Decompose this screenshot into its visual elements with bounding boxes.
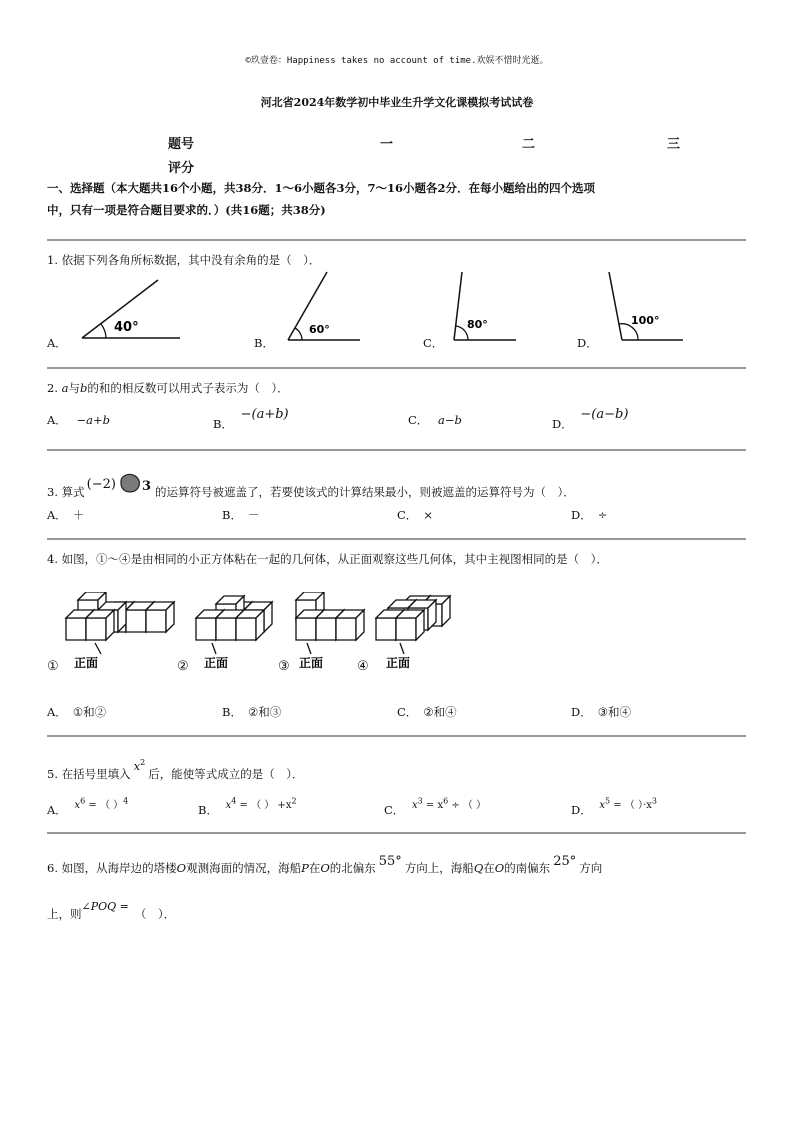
- q6-text-6: 在: [483, 861, 495, 875]
- q4-option-a: [47, 704, 106, 720]
- q3-option-b-op: －: [247, 508, 260, 522]
- q6-text-3: 在: [308, 861, 321, 875]
- q6-angle-expr: ∠POQ =: [81, 900, 129, 913]
- q6-point-p: P: [301, 861, 309, 875]
- q5-d-lhs-exp: 5: [605, 796, 611, 806]
- q3-option-b-label: B．: [222, 508, 242, 522]
- q4-option-b-label: B．: [222, 705, 242, 719]
- q5-option-a: [47, 796, 129, 818]
- q3-option-a-label: A．: [47, 508, 67, 522]
- q4-option-a-label: A．: [47, 705, 67, 719]
- q4-option-a-text: ①和②: [72, 705, 107, 719]
- q6-degree-25: 25°: [553, 854, 577, 869]
- section-line-2: 中，只有一项是符合题目要求的．）(共16题；共38分): [47, 203, 326, 217]
- q2-var-b: b: [80, 381, 88, 395]
- q5-d-tail-exp: 3: [651, 796, 657, 806]
- angle-80-label: 80°: [467, 318, 488, 331]
- q5-b-rhs: = （ ） +x: [236, 800, 292, 811]
- q5-a-rhs: = （ ）: [85, 800, 124, 811]
- q6-text-1: 6. 如图，从海岸边的塔楼: [47, 861, 177, 875]
- q2-option-d: [552, 407, 629, 432]
- q3-stem-pre: 3. 算式: [47, 485, 85, 499]
- q5-a-tail-exp: 4: [123, 796, 129, 806]
- solid-2-front-label: 正面: [204, 656, 229, 670]
- solid-1: [66, 592, 174, 670]
- q6-point-o-2: O: [320, 861, 330, 875]
- angle-60-label: 60°: [309, 323, 330, 336]
- q6-text-10: （ ）．: [134, 907, 176, 921]
- q6-stem-line-1: [47, 854, 603, 877]
- q4-stem: 4. 如图，①～④是由相同的小正方体粘在一起的几何体，从正面观察这些几何体，其中主视图相同的是（ ）．: [47, 552, 608, 566]
- section-line-1: 一、选择题（本大题共16个小题，共38分．1～6小题各3分，7～16小题各2分．在每小题给出的四个选项: [47, 181, 596, 195]
- q2-option-b-expr: −(a+b): [240, 407, 289, 422]
- angle-100-figure: [609, 272, 683, 340]
- q6-text-4: 的北偏东: [329, 861, 376, 875]
- q3-expr-right: 3: [141, 479, 151, 494]
- q1-angle-figures: [70, 268, 710, 348]
- q5-option-d: [571, 796, 657, 818]
- q4-figure-num-4: ④: [357, 659, 369, 674]
- divider: [47, 239, 746, 241]
- q6-text-5: 方向上，海船: [404, 861, 474, 875]
- q2-option-b: [213, 407, 289, 432]
- q2-stem-post: 的和的相反数可以用式子表示为（ ）．: [87, 381, 289, 395]
- q4-option-c-text: ②和④: [423, 705, 457, 719]
- q5-stem-var: x: [133, 758, 141, 773]
- q3-option-a-op: ＋: [72, 508, 85, 522]
- q3-option-c-label: C．: [397, 508, 418, 522]
- solid-2: [196, 596, 272, 670]
- angle-100-label: 100°: [631, 314, 660, 327]
- q3-option-c: [397, 507, 433, 523]
- q5-c-rhs: = x: [422, 800, 444, 811]
- q1-option-b-label: B．: [254, 336, 274, 350]
- q4-solids-figure: [46, 592, 456, 674]
- q3-option-c-op: ×: [423, 508, 433, 522]
- solid-3: [296, 592, 364, 670]
- q4-option-c-label: C．: [397, 705, 418, 719]
- angle-60-figure: [288, 272, 360, 340]
- q5-c-tail: ÷ （ ）: [448, 800, 487, 811]
- q6-point-q: Q: [473, 861, 484, 875]
- q5-stem-post: 后，能使等式成立的是（ ）．: [148, 766, 304, 781]
- q5-stem: [47, 758, 304, 782]
- q2-stem-number: 2.: [47, 381, 62, 395]
- q6-stem-line-2: [47, 900, 176, 923]
- q5-b-lhs-exp: 4: [231, 796, 237, 806]
- q5-option-b-label: B．: [198, 803, 218, 817]
- q1-option-d-label: D．: [577, 336, 598, 350]
- q6-text-9: 上，则: [47, 907, 82, 921]
- q5-c-tail-exp: 6: [443, 796, 449, 806]
- solid-4: [376, 596, 450, 670]
- q6-text-8: 方向: [579, 861, 603, 875]
- section-heading: [47, 177, 747, 221]
- q5-stem-exp: 2: [140, 758, 146, 767]
- score-label-number: 题号: [168, 137, 195, 152]
- q3-option-d-label: D．: [571, 508, 592, 522]
- covered-operator-blob: [118, 472, 142, 494]
- q2-option-c-label: C．: [408, 413, 429, 427]
- q5-c-lhs: x: [411, 800, 418, 811]
- q2-option-c: [408, 412, 462, 428]
- score-col-2: 二: [522, 137, 536, 152]
- q5-option-c-label: C．: [384, 803, 405, 817]
- q4-figure-num-2: ②: [177, 659, 189, 674]
- solid-1-front-label: 正面: [74, 656, 99, 670]
- q5-a-lhs-exp: 6: [80, 796, 86, 806]
- q5-b-tail-exp: 2: [291, 796, 297, 806]
- solid-3-front-label: 正面: [299, 656, 324, 670]
- divider: [47, 735, 746, 737]
- angle-40-figure: [82, 280, 180, 338]
- angle-80-figure: [454, 272, 516, 340]
- q2-stem: [47, 380, 289, 396]
- score-col-3: 三: [667, 137, 681, 152]
- divider: [47, 538, 746, 540]
- score-col-1: 一: [380, 137, 394, 152]
- q4-option-b-text: ②和③: [247, 705, 282, 719]
- q4-option-c: [397, 704, 457, 720]
- q2-option-a: [47, 412, 110, 428]
- q1-stem: 1. 依据下列各角所标数据，其中没有余角的是（ ）．: [47, 253, 321, 267]
- q2-var-a: a: [61, 381, 69, 395]
- divider: [47, 367, 746, 369]
- divider: [47, 449, 746, 451]
- solid-4-front-label: 正面: [386, 656, 411, 670]
- q3-option-b: [222, 507, 259, 523]
- q2-option-b-label: B．: [213, 417, 233, 431]
- q2-option-c-expr: a−b: [437, 413, 462, 427]
- q4-option-d-text: ③和④: [597, 705, 632, 719]
- q6-point-o-3: O: [494, 861, 505, 875]
- q6-point-o: O: [176, 861, 187, 875]
- q4-option-d: [571, 704, 631, 720]
- q2-option-a-expr: −a+b: [76, 413, 110, 427]
- q4-figure-num-3: ③: [278, 659, 290, 674]
- q4-option-b: [222, 704, 281, 720]
- q3-option-d-op: ÷: [597, 508, 608, 522]
- q3-expr-left: (−2): [86, 477, 116, 492]
- q5-option-d-label: D．: [571, 803, 592, 817]
- q4-figure-num-1: ①: [47, 659, 59, 674]
- q1-option-a-label: A．: [47, 336, 67, 350]
- q4-option-d-label: D．: [571, 705, 592, 719]
- q5-b-lhs: x: [225, 800, 232, 811]
- q3-stem: [47, 478, 575, 501]
- q5-option-b: [198, 796, 297, 818]
- q5-a-lhs: x: [74, 800, 81, 811]
- page-header: ©玖壹卷：Happiness takes no account of time.欢娱不惜时光逝。: [245, 56, 549, 66]
- q2-option-d-label: D．: [552, 417, 573, 431]
- q5-option-a-label: A．: [47, 803, 67, 817]
- q5-d-lhs: x: [599, 800, 606, 811]
- q2-stem-mid: 与: [68, 381, 80, 395]
- q5-c-lhs-exp: 3: [417, 796, 423, 806]
- q5-option-c: [384, 796, 487, 818]
- q6-text-2: 观测海面的情况，海船: [186, 861, 302, 875]
- score-label-score: 评分: [168, 161, 195, 176]
- q5-stem-pre: 5. 在括号里填入: [47, 766, 131, 781]
- q5-d-rhs: = （ ）·x: [610, 800, 652, 811]
- q3-option-a: [47, 507, 84, 523]
- q6-text-7: 的南偏东: [504, 861, 551, 875]
- q2-option-a-label: A．: [47, 413, 67, 427]
- exam-title: 河北省2024年数学初中毕业生升学文化课模拟考试试卷: [260, 96, 534, 109]
- q2-option-d-expr: −(a−b): [580, 407, 629, 422]
- q3-option-d: [571, 507, 607, 523]
- divider: [47, 832, 746, 834]
- angle-40-label: 40°: [114, 320, 139, 335]
- q1-option-c-label: C．: [423, 336, 444, 350]
- q6-degree-55: 55°: [378, 854, 402, 869]
- q3-stem-post: 的运算符号被遮盖了，若要使该式的计算结果最小，则被遮盖的运算符号为（ ）．: [155, 485, 575, 499]
